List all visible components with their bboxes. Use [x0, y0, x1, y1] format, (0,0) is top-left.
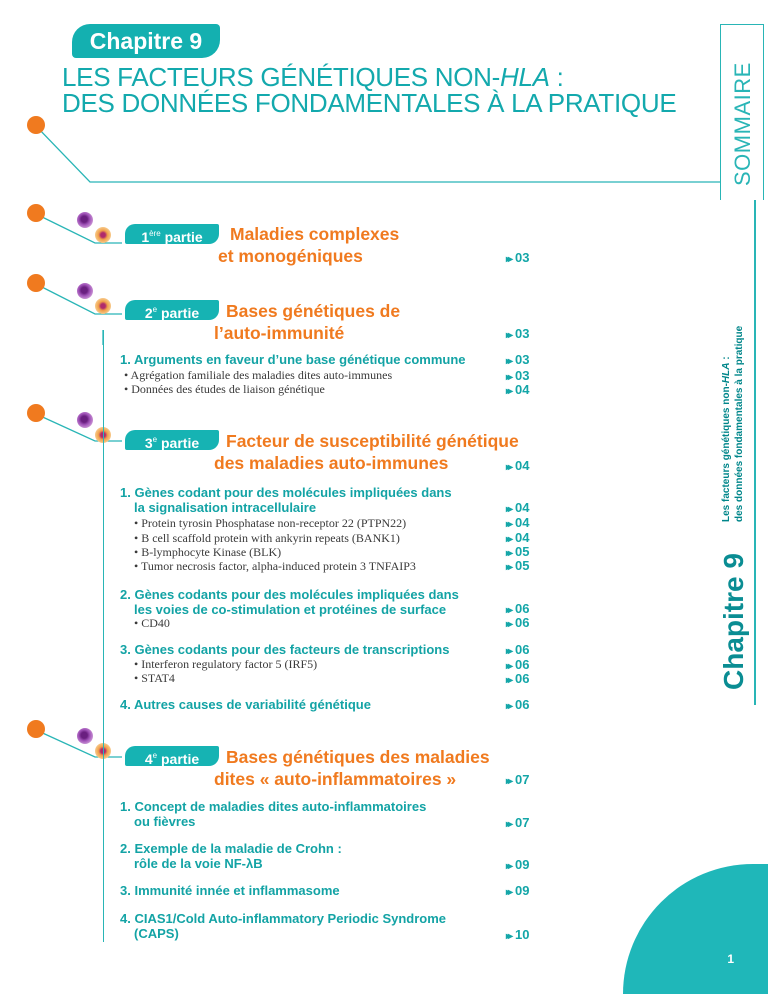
part-badge-1: 1ère partie — [125, 224, 219, 244]
section-page: ▸▸ 06 — [506, 642, 530, 657]
purple-cell-icon — [77, 412, 93, 428]
purple-cell-icon — [77, 212, 93, 228]
sidebar-subtitle-line1: Les facteurs génétiques non-HLA : — [721, 356, 732, 522]
sommaire-label: SOMMAIRE — [730, 62, 755, 186]
page-title: LES FACTEURS GÉNÉTIQUES NON-HLA : DES DONNÉES FONDAMENTALES À LA PRATIQUE — [62, 62, 677, 118]
part-title-1: Maladies complexes et monogéniques — [218, 224, 400, 266]
orange-cell-icon — [95, 298, 111, 314]
chapter-badge: Chapitre 9 — [72, 24, 220, 58]
part-badge-2: 2e partie — [125, 300, 219, 320]
purple-cell-icon — [77, 728, 93, 744]
section-title: 2. Gènes codants pour des molécules impliquées dans les voies de co-stimulation et protéines de surface — [120, 587, 459, 617]
section-title: 1. Gènes codant pour des molécules impliquées dans la signalisation intracellulaire — [120, 485, 452, 515]
section-page: ▸▸ 06 — [506, 601, 530, 616]
list-item: • CD40 — [134, 616, 170, 630]
page-number: 1 — [727, 952, 734, 966]
list-item: • STAT4 — [134, 671, 175, 685]
section-title: 3. Gènes codants pour des facteurs de transcriptions — [120, 642, 450, 657]
orange-dot — [27, 116, 45, 134]
part-title-2: Bases génétiques de l’auto-immunité — [214, 301, 401, 343]
section-page: ▸▸ 10 — [506, 927, 530, 942]
section-title: 1. Concept de maladies dites auto-inflammatoires ou fièvres — [120, 799, 427, 829]
item-page: ▸▸ 06 — [506, 671, 530, 686]
part-title-4: Bases génétiques des maladies dites « auto-inflammatoires » — [214, 747, 490, 789]
part-page-3: ▸▸ 04 — [506, 458, 530, 473]
section-title: 4. Autres causes de variabilité génétique — [120, 697, 371, 712]
section-title: 2. Exemple de la maladie de Crohn : rôle de la voie NF-λB — [120, 841, 342, 871]
part-badge-3: 3e partie — [125, 430, 219, 450]
section-page: ▸▸ 04 — [506, 500, 530, 515]
orange-dot — [27, 720, 45, 738]
item-page: ▸▸ 04 — [506, 382, 530, 397]
orange-dot — [27, 204, 45, 222]
list-item: • B cell scaffold protein with ankyrin repeats (BANK1) — [134, 531, 400, 545]
part-page-2: ▸▸ 03 — [506, 326, 530, 341]
sidebar-subtitle-line2: des données fondamentales à la pratique — [734, 325, 745, 522]
section-title: 4. CIAS1/Cold Auto-inflammatory Periodic Syndrome (CAPS) — [120, 911, 447, 941]
item-page: ▸▸ 06 — [506, 657, 530, 672]
orange-dot — [27, 274, 45, 292]
sidebar-chapter: Chapitre 9 — [718, 553, 749, 690]
orange-dot — [27, 404, 45, 422]
section-page: ▸▸ 06 — [506, 697, 530, 712]
section-page: ▸▸ 03 — [506, 352, 530, 367]
part-badge-4: 4e partie — [125, 746, 219, 766]
left-rule — [103, 330, 104, 942]
list-item: • Tumor necrosis factor, alpha-induced protein 3 TNFAIP3 — [134, 559, 416, 573]
sidebar-rule — [754, 200, 756, 705]
list-item: • Agrégation familiale des maladies dites auto-immunes — [124, 368, 393, 382]
section-title: 1. Arguments en faveur d’une base génétique commune — [120, 352, 466, 367]
list-item: • Interferon regulatory factor 5 (IRF5) — [134, 657, 318, 671]
item-page: ▸▸ 05 — [506, 558, 530, 573]
part-page-1: ▸▸ 03 — [506, 250, 530, 265]
item-page: ▸▸ 03 — [506, 368, 530, 383]
purple-cell-icon — [77, 283, 93, 299]
item-page: ▸▸ 04 — [506, 530, 530, 545]
item-page: ▸▸ 04 — [506, 515, 530, 530]
section-page: ▸▸ 07 — [506, 815, 530, 830]
item-page: ▸▸ 06 — [506, 615, 530, 630]
list-item: • Données des études de liaison génétique — [124, 382, 325, 396]
item-page: ▸▸ 05 — [506, 544, 530, 559]
part-title-3: Facteur de susceptibilité génétique des maladies auto-immunes — [214, 431, 519, 473]
orange-cell-icon — [95, 227, 111, 243]
list-item: • B-lymphocyte Kinase (BLK) — [134, 545, 282, 559]
section-title: 3. Immunité innée et inflammasome — [120, 883, 340, 898]
part-page-4: ▸▸ 07 — [506, 772, 530, 787]
section-page: ▸▸ 09 — [506, 857, 530, 872]
section-page: ▸▸ 09 — [506, 883, 530, 898]
list-item: • Protein tyrosin Phosphatase non-receptor 22 (PTPN22) — [134, 516, 407, 530]
